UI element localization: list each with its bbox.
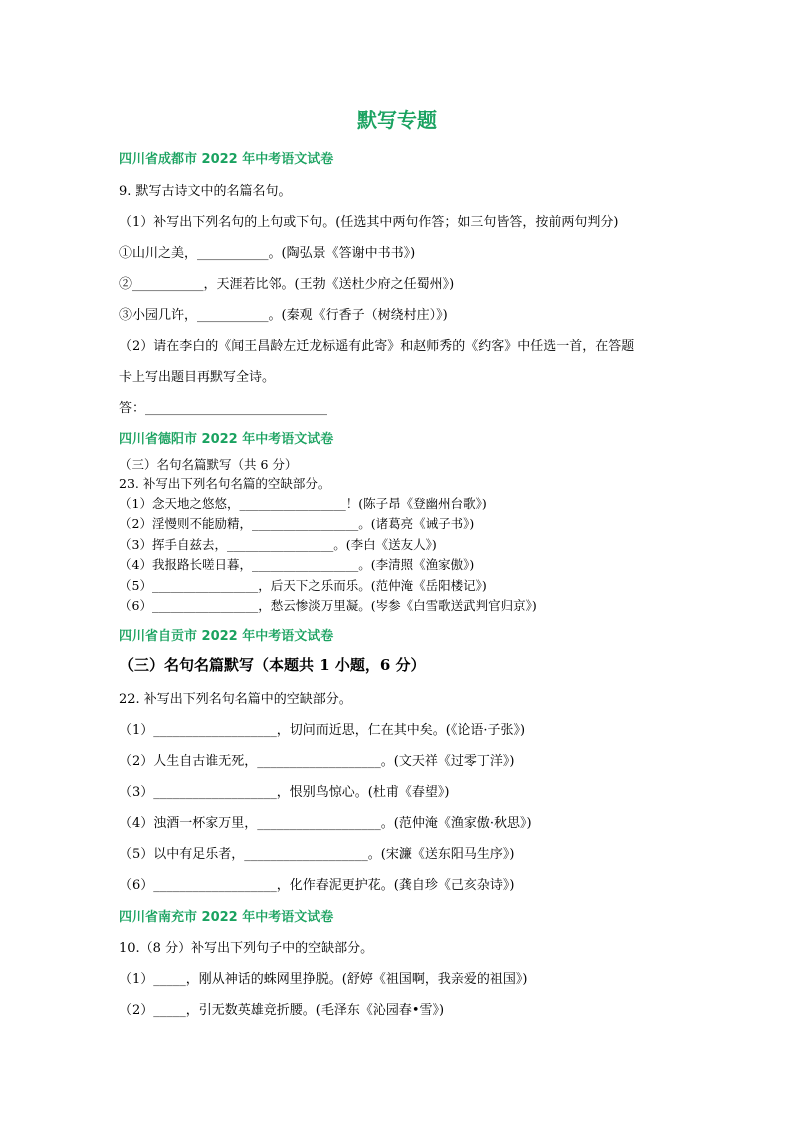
section-heading-chengdu: 四川省成都市 2022 年中考语文试卷 — [119, 152, 334, 167]
question-line: 9. 默写古诗文中的名篇名句。 — [119, 184, 292, 199]
section-subheading: （三）名句名篇默写（本题共 1 小题，6 分） — [119, 656, 426, 674]
question-line: （6）___________________，化作春泥更护花。(龚自珍《己亥杂诗》) — [119, 878, 515, 893]
question-line: ②___________，天涯若比邻。(王勃《送杜少府之任蜀州》) — [119, 277, 455, 292]
question-line: （2）请在李白的《闻王昌龄左迁龙标遥有此寄》和赵师秀的《约客》中任选一首，在答题 — [119, 339, 635, 354]
question-line: （2）_____，引无数英雄竞折腰。(毛泽东《沁园春•雪》) — [119, 1003, 445, 1018]
question-line: 23. 补写出下列名句名篇的空缺部分。 — [119, 476, 331, 491]
question-line: （4）我报路长嗟日暮，_________________。(李清照《渔家傲》) — [119, 557, 475, 572]
question-line: （3）挥手自兹去，_________________。(李白《送友人》) — [119, 537, 437, 552]
question-line: （5）_________________，后天下之乐而乐。(范仲淹《岳阳楼记》) — [119, 578, 487, 593]
question-line: ①山川之美，___________。(陶弘景《答谢中书书》) — [119, 246, 416, 261]
section-heading-deyang: 四川省德阳市 2022 年中考语文试卷 — [119, 432, 334, 447]
question-line: （5）以中有足乐者，___________________。(宋濂《送东阳马生序》) — [119, 847, 515, 862]
question-line: （6）_________________，愁云惨淡万里凝。(岑参《白雪歌送武判官归京》) — [119, 598, 537, 613]
question-line: （2）人生自古谁无死，___________________。(文天祥《过零丁洋》) — [119, 754, 515, 769]
question-line: （1）补写出下列名句的上句或下句。(任选其中两句作答；如三句皆答，按前两句判分) — [119, 215, 619, 230]
question-line: （1）___________________，切问而近思，仁在其中矣。(《论语·子张》) — [119, 723, 526, 738]
question-line: （1）念天地之悠悠，_________________！(陈子昂《登幽州台歌》) — [119, 496, 487, 511]
question-line: （1）_____，刚从神话的蛛网里挣脱。(舒婷《祖国啊，我亲爱的祖国》) — [119, 972, 528, 987]
answer-line: 答：____________________________ — [119, 401, 328, 416]
question-line: （3）___________________，恨别鸟惊心。(杜甫《春望》) — [119, 785, 450, 800]
page-title: 默写专题 — [357, 108, 437, 132]
section-heading-nanchong: 四川省南充市 2022 年中考语文试卷 — [119, 910, 334, 925]
question-line: ③小园几许，___________。(秦观《行香子（树绕村庄）》) — [119, 308, 448, 323]
question-line: 10.（8 分）补写出下列句子中的空缺部分。 — [119, 941, 374, 956]
question-line: （2）淫慢则不能励精，_________________。(诸葛亮《诫子书》) — [119, 516, 475, 531]
question-line: 22. 补写出下列名句名篇中的空缺部分。 — [119, 692, 352, 707]
question-line: （4）浊酒一杯家万里，___________________。(范仲淹《渔家傲·秋思》) — [119, 816, 532, 831]
section-heading-zigong: 四川省自贡市 2022 年中考语文试卷 — [119, 629, 334, 644]
question-line: （三）名句名篇默写（共 6 分） — [119, 457, 298, 472]
question-line: 卡上写出题目再默写全诗。 — [119, 370, 276, 385]
